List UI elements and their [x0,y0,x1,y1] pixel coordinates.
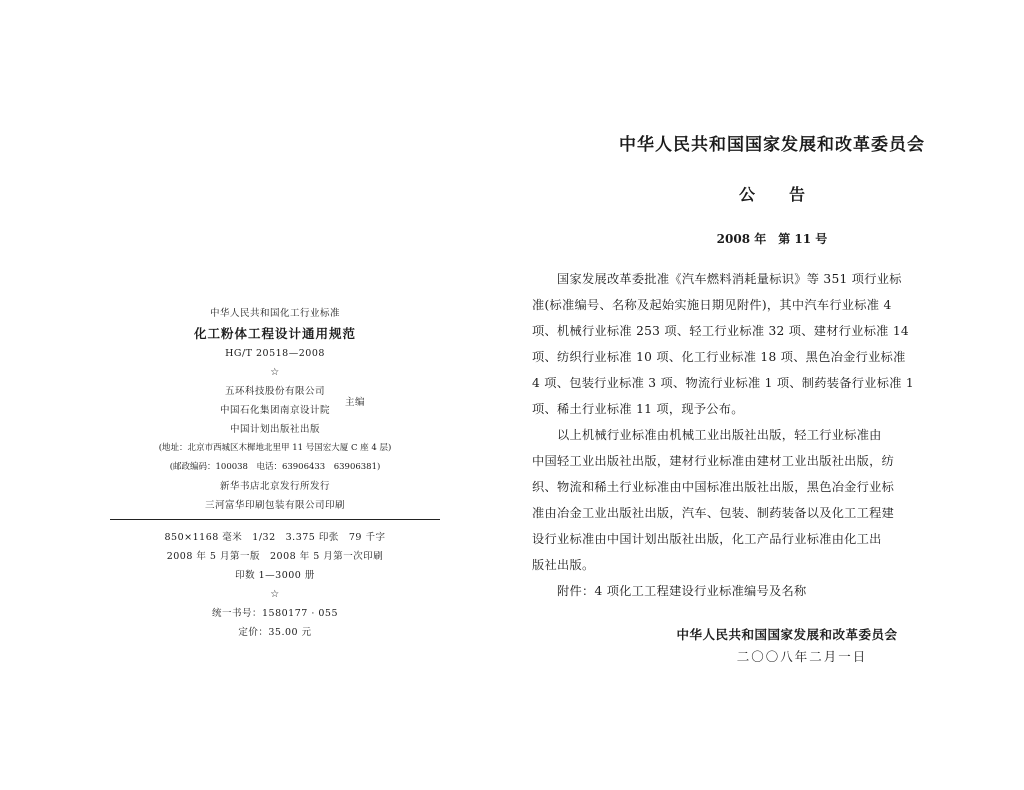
distributor: 新华书店北京发行所发行 [219,481,330,492]
divider-rule [110,519,440,520]
paragraph1-line: 准(标准编号、名称及起始实施日期见附件)，其中汽车行业标准 4 [532,298,892,312]
editor-role: 主编 [345,397,366,408]
issuing-authority: 中华人民共和国国家发展和改革委员会 [619,135,925,155]
paragraph1-line: 4 项、包装行业标准 3 项、物流行业标准 1 项、制药装备行业标准 1 [532,376,914,390]
editor-block [110,382,440,420]
paragraph1-line: 项、机械行业标准 253 项、轻工行业标准 32 项、建材行业标准 14 [532,324,909,338]
announcement-body [532,266,938,604]
colophon [110,304,440,642]
signature-org: 中华人民共和国国家发展和改革委员会 [676,627,898,642]
book-title: 化工粉体工程设计通用规范 [193,326,356,341]
star-ornament-2: ☆ [270,589,280,600]
paragraph1-line: 项、稀土行业标准 11 项，现予公布。 [532,402,744,416]
book-specs: 850×1168 毫米 1/32 3.375 印张 79 千字 [164,532,386,543]
signature-date: 二〇〇八年二月一日 [736,649,868,664]
attachment-note: 附件：4 项化工工程建设行业标准编号及名称 [557,584,807,598]
paragraph2-line: 设行业标准由中国计划出版社出版，化工产品行业标准由化工出 [532,532,882,546]
editor-publisher-2: 中国石化集团南京设计院 [219,405,330,416]
signature-block [532,624,1012,668]
paragraph2-line: 准由冶金工业出版社出版，汽车、包装、制药装备以及化工工程建 [532,506,895,520]
edition-info: 2008 年 5 月第一版 2008 年 5 月第一次印刷 [166,551,384,562]
editor-publisher-1: 五环科技股份有限公司 [224,386,325,397]
press-address: (地址：北京市西城区木樨地北里甲 11 号国宏大厦 C 座 4 层) [158,443,392,453]
print-run: 印数 1—3000 册 [235,570,315,581]
paragraph1-line: 项、纺织行业标准 10 项、化工行业标准 18 项、黑色冶金行业标准 [532,350,906,364]
announcement-heading: 公告 [738,185,839,204]
announcement-number: 2008 年 第 11 号 [716,232,828,246]
paragraph2-line: 织、物流和稀土行业标准由中国标准出版社出版，黑色冶金行业标 [532,480,895,494]
paragraph2-line: 版社出版。 [532,558,595,572]
star-ornament: ☆ [270,367,280,378]
paragraph2-line: 以上机械行业标准由机械工业出版社出版，轻工行业标准由 [557,428,882,442]
paragraph1-line: 国家发展改革委批准《汽车燃料消耗量标识》等 351 项行业标 [557,272,902,286]
standard-series: 中华人民共和国化工行业标准 [209,308,340,319]
printer: 三河富华印刷包装有限公司印刷 [204,500,345,511]
right-page [512,0,1024,790]
press-contact: (邮政编码：100038 电话：63906433 63906381) [169,462,381,472]
press-name: 中国计划出版社出版 [229,424,320,435]
isbn: 统一书号：1580177 · 055 [211,608,338,619]
paragraph2-line: 中国轻工业出版社出版，建材行业标准由建材工业出版社出版，纺 [532,454,895,468]
standard-code: HG/T 20518—2008 [225,348,325,359]
price: 定价：35.00 元 [238,627,312,638]
